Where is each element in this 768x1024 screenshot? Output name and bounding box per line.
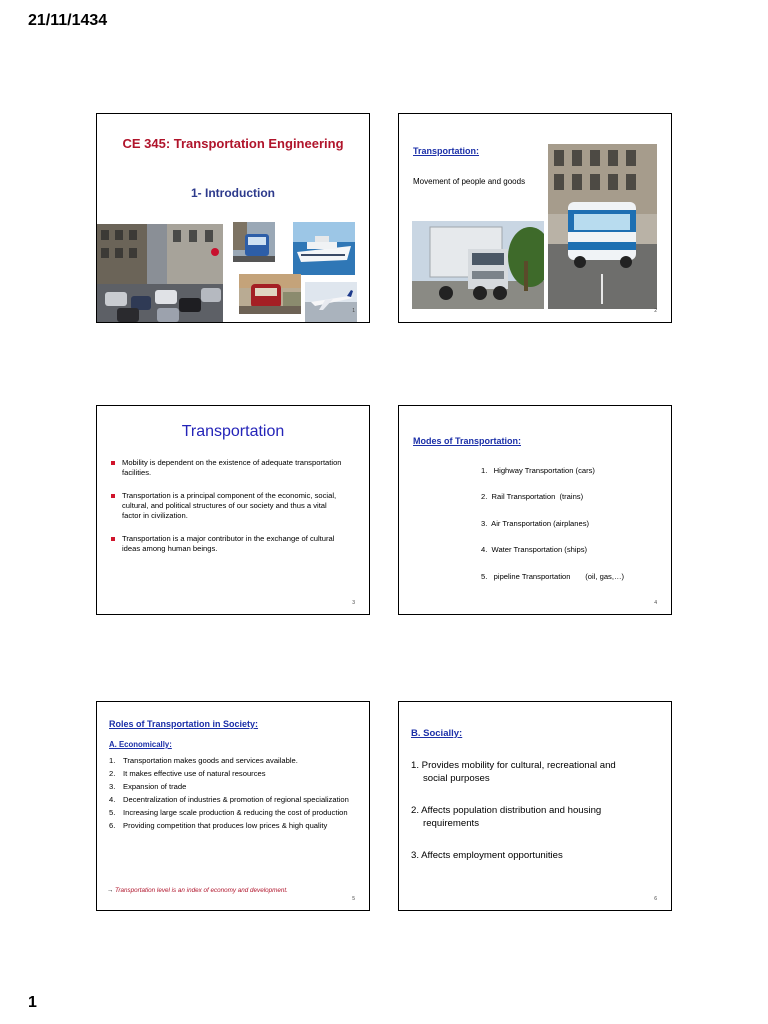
truck-photo xyxy=(412,221,544,309)
mode-item: 5. pipeline Transportation (oil, gas,…) xyxy=(481,572,625,581)
page-date: 21/11/1434 xyxy=(28,12,108,29)
item-text: Decentralization of industries & promotion of regional specialization xyxy=(123,795,349,804)
slide-3 xyxy=(96,405,370,615)
bus-photo xyxy=(548,144,657,309)
slide-heading: Transportation: xyxy=(413,146,480,156)
bullet-item: Mobility is dependent on the existence of adequate transportation facilities. xyxy=(109,458,347,478)
item-number: 4. xyxy=(109,795,116,804)
slide-5 xyxy=(96,701,370,911)
item-text: Transportation makes goods and services available. xyxy=(123,756,298,765)
city-traffic-photo xyxy=(97,224,223,323)
item-text: Providing competition that produces low prices & high quality xyxy=(123,821,328,830)
list-item xyxy=(109,756,359,765)
list-item xyxy=(109,821,359,830)
item-text: Increasing large scale production & reducing the cost of production xyxy=(123,808,348,817)
list-item xyxy=(109,808,359,817)
list-item xyxy=(109,782,359,791)
slide-number: 1 xyxy=(352,308,355,314)
list-item xyxy=(109,769,359,778)
slide-1 xyxy=(96,113,370,323)
item-line: social purposes xyxy=(423,773,490,784)
list-item xyxy=(411,849,651,862)
item-line: 2. Affects population distribution and housing xyxy=(411,805,602,816)
arrow-icon: → xyxy=(107,887,114,894)
slide-heading: Roles of Transportation in Society: xyxy=(109,719,259,729)
slide-6 xyxy=(398,701,672,911)
tram-photo xyxy=(233,222,275,262)
slide-subheading: A. Economically: xyxy=(109,740,172,749)
item-line: 1. Provides mobility for cultural, recreational and xyxy=(411,760,616,771)
mode-item: 2. Rail Transportation (trains) xyxy=(481,492,584,501)
train-photo xyxy=(239,274,301,314)
bullet-list xyxy=(109,458,347,567)
item-text: Expansion of trade xyxy=(123,782,187,791)
slide-2 xyxy=(398,113,672,323)
airplane-photo xyxy=(305,282,357,322)
slide-number: 6 xyxy=(654,896,657,902)
slide-number: 5 xyxy=(352,896,355,902)
item-line: 3. Affects employment opportunities xyxy=(411,850,563,861)
numbered-list xyxy=(109,756,359,834)
list-item xyxy=(109,795,359,804)
mode-item: 4. Water Transportation (ships) xyxy=(481,545,588,554)
slide-heading: B. Socially: xyxy=(411,728,463,739)
list-item xyxy=(411,804,651,830)
slide-subtitle: 1- Introduction xyxy=(191,186,275,200)
cruise-ship-photo xyxy=(293,222,355,275)
slide-note xyxy=(107,887,288,894)
item-number: 6. xyxy=(109,821,116,830)
item-line: requirements xyxy=(423,818,479,829)
slide-number: 4 xyxy=(654,600,657,606)
item-number: 1. xyxy=(109,756,116,765)
item-text: It makes effective use of natural resources xyxy=(123,769,266,778)
item-number: 2. xyxy=(109,769,116,778)
slide-description: Movement of people and goods xyxy=(413,177,526,186)
list-item xyxy=(411,759,651,785)
mode-item: 1. Highway Transportation (cars) xyxy=(481,466,595,475)
bullet-item: Transportation is a major contributor in the exchange of cultural ideas among human beings. xyxy=(109,534,347,554)
item-number: 5. xyxy=(109,808,116,817)
slide-number: 2 xyxy=(654,308,657,314)
item-number: 3. xyxy=(109,782,116,791)
slide-title: Transportation xyxy=(181,423,285,440)
mode-item: 3. Air Transportation (airplanes) xyxy=(481,519,590,528)
slide-title: CE 345: Transportation Engineering xyxy=(122,136,344,151)
slide-4 xyxy=(398,405,672,615)
bullet-item: Transportation is a principal component of the economic, social, cultural, and political structures of our society and thus a vital factor in civilization. xyxy=(109,491,347,521)
note-text: Transportation level is an index of economy and development. xyxy=(115,887,288,894)
slide-number: 3 xyxy=(352,600,355,606)
slide-heading: Modes of Transportation: xyxy=(413,436,521,446)
page-number: 1 xyxy=(28,994,37,1011)
